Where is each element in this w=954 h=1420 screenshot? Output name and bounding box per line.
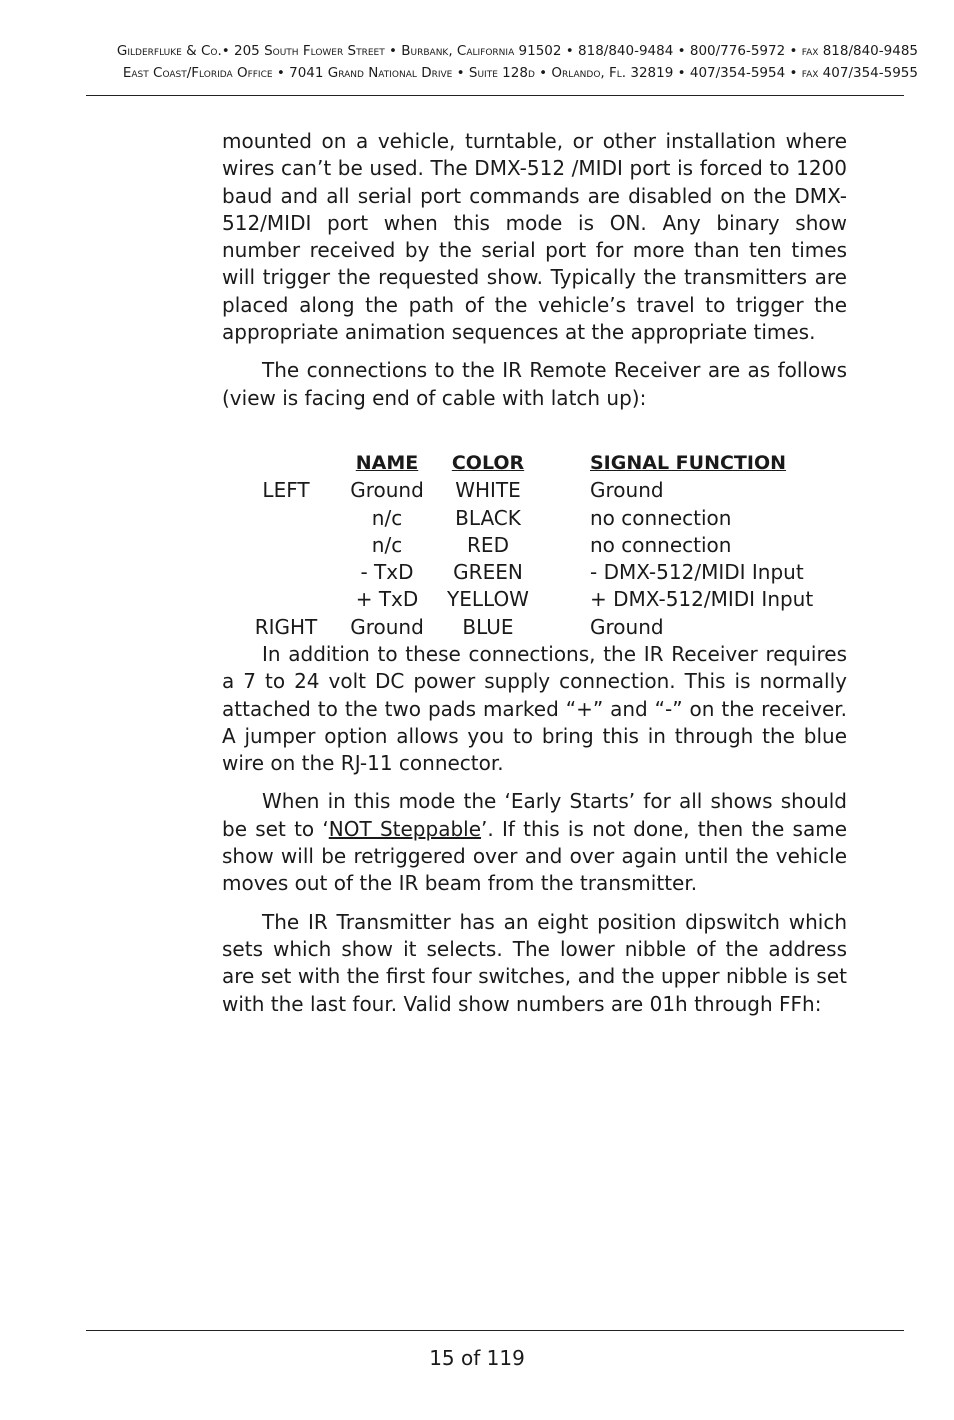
- body-text-continued: [222, 641, 847, 1018]
- row-name: n/c: [371, 532, 403, 557]
- table-row: [222, 559, 847, 586]
- table-row: [222, 477, 847, 504]
- not-steppable-text: NOT Steppable: [328, 816, 482, 841]
- row-function: no connection: [590, 532, 732, 557]
- paragraph-4-start: When in this mode the ‘Early Starts’ for all shows should be set to ‘: [222, 789, 847, 841]
- paragraph-2: The connections to the IR Remote Receiver are as follows (view is facing end of cable with latch up):: [222, 358, 847, 410]
- row-color: BLUE: [462, 614, 514, 639]
- row-color: GREEN: [453, 560, 523, 585]
- row-name: + TxD: [355, 587, 419, 612]
- paragraph-1: mounted on a vehicle, turntable, or other installation where wires can’t be used. The DMX-512 /MIDI port is forced to 1200 baud and all serial port commands are disabled on the DMX-512/MIDI port when this mode is ON. Any binary show number received by the serial port for more than ten times will trigger the requested show. Typically the transmitters are placed along the path of the vehicle’s travel to trigger the appropriate animation sequences at the appropriate times.: [222, 129, 847, 345]
- row-color: YELLOW: [447, 587, 529, 612]
- header-color: COLOR: [451, 452, 525, 474]
- paragraph-5: The IR Transmitter has an eight position dipswitch which sets which show it selects. The lower nibble of the address are set with the first four switches, and the upper nibble is set with the last four. Valid show numbers are 01h through FFh:: [222, 909, 847, 1016]
- row-function: no connection: [590, 505, 732, 530]
- page-header: [60, 40, 918, 84]
- header-name: NAME: [355, 452, 419, 474]
- page-number: 15 of 119: [429, 1346, 525, 1370]
- row-function: Ground: [590, 478, 664, 503]
- row-function: + DMX-512/MIDI Input: [590, 587, 814, 612]
- paragraph-4-end: ’. If this is not done, then the same show will be retriggered over and over again until the vehicle moves out of the IR beam from the transmitter.: [222, 816, 848, 896]
- header-function: SIGNAL FUNCTION: [590, 452, 787, 474]
- header-line-2: East Coast/Florida Office • 7041 Grand National Drive • Suite 128d • Orlando, Fl. 32819 • 407/354-5954 • fax 407/354-5955: [122, 65, 918, 81]
- header-line-1: Gilderfluke & Co.• 205 South Flower Street • Burbank, California 91502 • 818/840-9484 • 800/776-5972 • fax 818/840-9485: [116, 43, 918, 59]
- row-side: LEFT: [262, 478, 310, 503]
- row-color: RED: [467, 532, 509, 557]
- row-function: Ground: [590, 614, 664, 639]
- table-row: [222, 586, 847, 613]
- row-name: Ground: [350, 478, 424, 503]
- paragraph-3: In addition to these connections, the IR Receiver requires a 7 to 24 volt DC power supply connection. This is normally attached to the two pads marked “+” and “-” on the receiver. A jumper option allows you to bring this in through the blue wire on the RJ-11 connector.: [222, 642, 847, 776]
- body-text: [222, 128, 847, 412]
- header-rule: [86, 95, 904, 96]
- table-row: [222, 532, 847, 559]
- footer-rule: [86, 1330, 904, 1331]
- row-side: RIGHT: [254, 614, 318, 639]
- row-name: Ground: [350, 614, 424, 639]
- row-color: BLACK: [455, 505, 521, 530]
- table-row: [222, 505, 847, 532]
- table-row: [222, 614, 847, 641]
- paragraph-4: [222, 788, 847, 897]
- row-name: n/c: [371, 505, 403, 530]
- row-function: - DMX-512/MIDI Input: [590, 560, 804, 585]
- pin-table-header: [222, 450, 847, 477]
- row-name: - TxD: [360, 560, 414, 585]
- pin-table: [222, 450, 847, 641]
- row-color: WHITE: [455, 478, 521, 503]
